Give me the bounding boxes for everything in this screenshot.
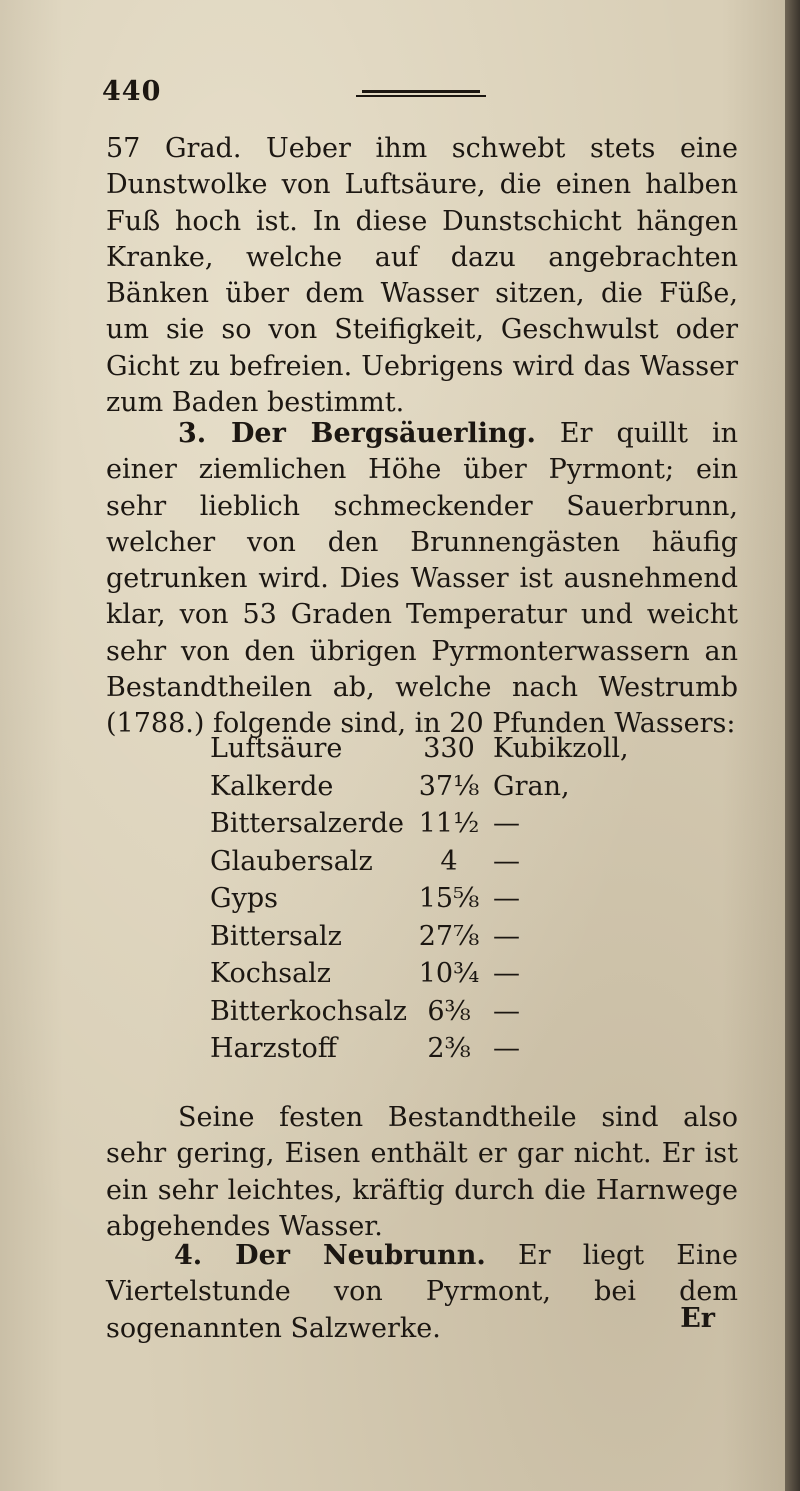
component-unit: Gran, [493,770,570,802]
paragraph-neubrunn [106,1238,738,1347]
header-rule-ornament [356,90,486,98]
component-name: Glaubersalz [210,845,373,877]
component-amount: 37⅛ [418,770,480,802]
table-row [210,730,629,768]
page-number: 440 [102,76,162,107]
component-unit: — [493,808,520,839]
component-unit: — [493,958,520,989]
component-amount: 11½ [418,808,480,839]
table-row [210,880,590,918]
section-heading-neubrunn: 4. Der Neubrunn. [174,1240,486,1271]
component-amount: 2⅜ [427,1033,471,1064]
component-unit: — [493,995,520,1027]
catchword: Er [680,1303,715,1334]
component-amount: 330 [423,733,475,764]
table-row [210,1030,590,1068]
table-row [210,805,590,843]
paragraph-bergsaeuerling [106,416,738,743]
paragraph-neubrunn-body: Er liegt Eine Viertelstunde von Pyrmont, bei dem sogenannten Salzwerke. [106,1240,738,1344]
paragraph-summary: Seine festen Bestandtheile sind also sehr gering, Eisen enthält er gar nicht. Er ist ein sehr leichtes, kräftig durch die Harnwege abgehendes Wasser. [106,1102,738,1242]
book-binding-edge [785,0,800,1491]
component-unit: — [493,920,520,952]
component-name: Bittersalz [210,920,342,952]
component-amount: 27⅞ [418,920,480,952]
component-name: Kochsalz [210,958,332,989]
component-amount: 15⅝ [418,883,480,914]
component-name: Harzstoff [210,1033,337,1064]
table-row [210,768,590,806]
component-amount: 4 [440,845,458,877]
component-name: Bitterkochsalz [210,995,408,1027]
component-amount: 10¾ [418,958,480,989]
component-name: Kalkerde [210,770,334,802]
paragraph-continued: 57 Grad. Ueber ihm schwebt stets eine Dunstwolke von Luftsäure, die einen halben Fuß hoch ist. In diese Dunstschicht hängen Kranke, welche auf dazu angebrachten Bänken über dem Wasser sitzen, die Füße, um sie so von Steifigkeit, Geschwulst oder Gicht zu befreien. Uebrigens wird das Wasser zum Baden bestimmt. [106,133,738,419]
component-unit: — [493,845,520,877]
table-row [210,918,590,956]
table-row [210,993,590,1031]
component-unit: — [493,883,520,914]
component-name: Bittersalzerde [210,808,405,839]
component-amount: 6⅜ [427,995,471,1027]
component-name: Gyps [210,883,278,914]
paragraph-bergsaeuerling-body: Er quillt in einer ziemlichen Höhe über Pyrmont; ein sehr lieblich schmeckender Sauerbrunn, welcher von den Brunnengästen häufig getrunken wird. Dies Wasser ist ausnehmend klar, von 53 Graden Temperatur und weicht sehr von den übrigen Pyrmonterwassern an Bestandtheilen ab, welche nach Westrumb (1788.) folgende sind, in 20 Pfunden Wassers: [106,418,738,740]
table-row [210,955,590,993]
component-unit: Kubikzoll, [493,733,629,764]
component-name: Luftsäure [210,733,343,764]
components-table [210,730,629,1068]
table-row [210,843,590,881]
component-unit: — [493,1033,520,1064]
section-heading-bergsaeuerling: 3. Der Bergsäuerling. [178,418,536,449]
